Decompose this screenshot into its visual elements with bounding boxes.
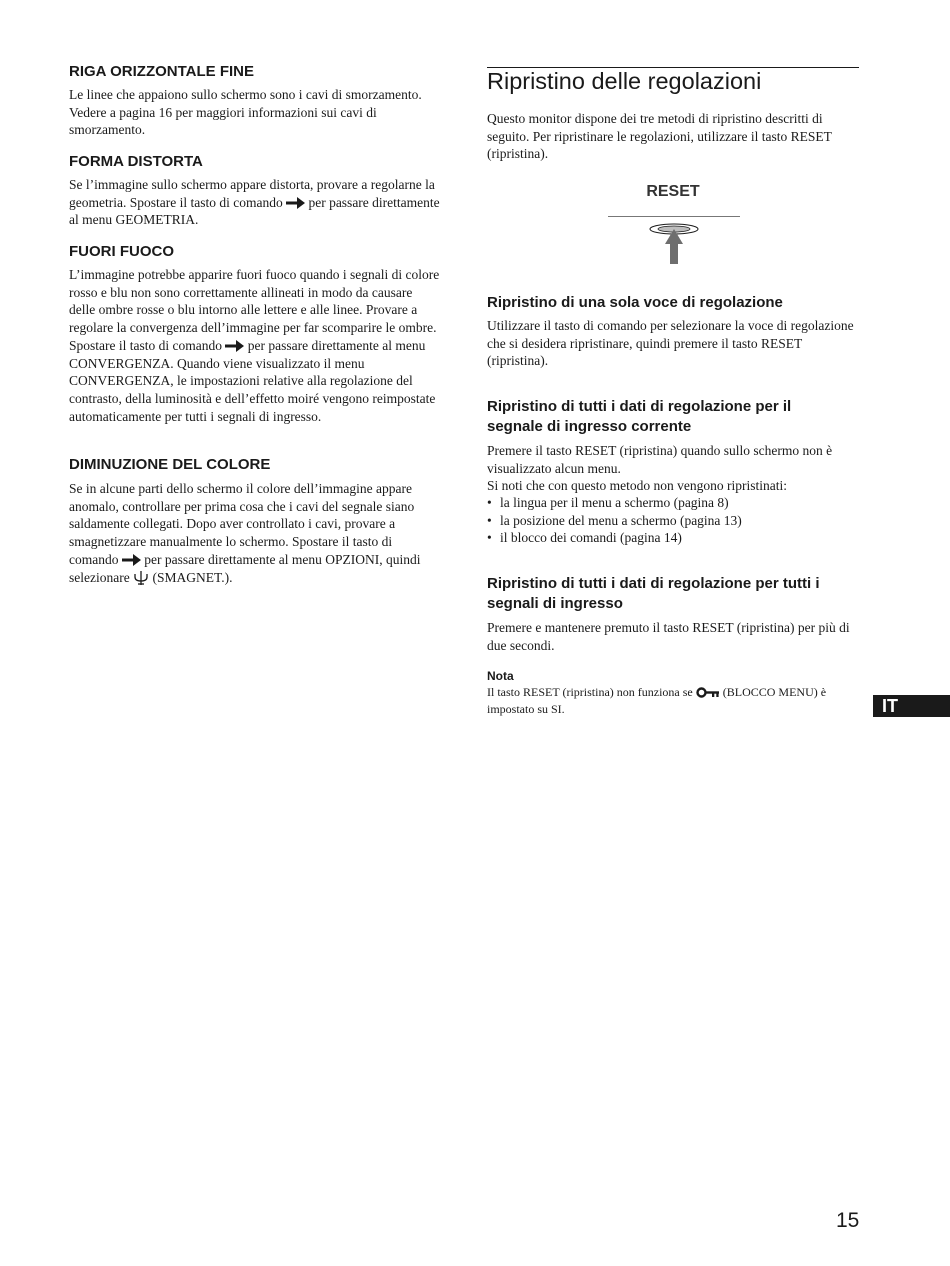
reset-label: RESET (646, 183, 700, 200)
riga-heading: RIGA ORIZZONTALE FINE (69, 63, 254, 80)
nota-label: Nota (487, 669, 514, 683)
nota-text (487, 684, 859, 718)
colore-text-c: (SMAGNET.). (152, 569, 233, 585)
control-arrow-icon (225, 340, 244, 352)
page-number: 15 (836, 1209, 860, 1232)
forma-heading: FORMA DISTORTA (69, 153, 203, 170)
all-text: Premere e mantenere premuto il tasto RESET (ripristina) per più di due secondi. (487, 620, 850, 653)
riga-text: Le linee che appaiono sullo schermo sono i cavi di smorzamento. Vedere a pagina 16 per maggiori informazioni sui cavi di smorzamento. (69, 87, 422, 138)
nota-text-a: Il tasto RESET (ripristina) non funziona se (487, 685, 693, 699)
intro-text: Questo monitor dispone dei tre metodi di ripristino descritti di seguito. Per ripristinare le regolazioni, utilizzare il tasto RESET (ripristina). (487, 111, 832, 162)
all-heading-1: Ripristino di tutti i dati di regolazione per tutti i (487, 575, 820, 592)
fuoco-heading: FUORI FUOCO (69, 243, 174, 260)
colore-text-a: Se in alcune parti dello schermo il colore dell’immagine appare anomalo, controllare per prima cosa che i cavi del segnale siano saldamente collegati. Dopo aver controllato i cavi, provare a smagnetizzare manualmente lo schermo. Spostare il tasto di comando (69, 481, 415, 567)
colore-text (69, 480, 441, 586)
language-tab: IT (873, 695, 950, 717)
key-lock-icon (696, 687, 720, 698)
not-reset-list (487, 494, 859, 547)
control-arrow-icon (122, 554, 141, 566)
fuoco-text-b: per passare direttamente al menu CONVERGENZA. Quando viene visualizzato il menu CONVERGENZA, le impostazioni relative alla regolazione del contrasto, della luminosità e dell’effetto moiré vengono reimpostate automaticamente per tutti i segnali di ingresso. (69, 337, 436, 424)
reset-rule (608, 216, 740, 217)
all-heading-2: segnali di ingresso (487, 595, 623, 612)
list-item: • la posizione del menu a schermo (pagina 13) (487, 512, 859, 530)
single-text: Utilizzare il tasto di comando per selezionare la voce di regolazione che si desidera ripristinare, quindi premere il tasto RESET (ripristina). (487, 318, 854, 369)
degauss-icon (133, 571, 149, 585)
forma-text-a: Se l’immagine sullo schermo appare distorta, provare a regolarne la geometria. Spostare il tasto di comando (69, 177, 435, 210)
fuoco-text-a: L’immagine potrebbe apparire fuori fuoco quando i segnali di colore rosso e blu non sono correttamente allineati in modo da causare delle ombre rosse o blu intorno alle lettere e alle linee. Provare a regolare la convergenza dell’immagine per far scomparire le ombre. Spostare il tasto di comando (69, 267, 440, 353)
forma-text (69, 176, 441, 229)
list-item: • la lingua per il menu a schermo (pagina 8) (487, 494, 859, 512)
page-title: Ripristino delle regolazioni (487, 68, 762, 94)
control-arrow-icon (286, 197, 305, 209)
current-heading-2: segnale di ingresso corrente (487, 418, 692, 435)
forma-text-b: per passare direttamente al menu GEOMETRIA. (69, 194, 440, 228)
current-text-1: Premere il tasto RESET (ripristina) quando sullo schermo non è visualizzato alcun menu. (487, 443, 833, 476)
nota-text-b: (BLOCCO MENU) è impostato su SI. (487, 685, 827, 716)
single-heading: Ripristino di una sola voce di regolazione (487, 294, 783, 311)
colore-text-b: per passare direttamente al menu OPZIONI, quindi selezionare (69, 551, 421, 585)
current-heading-1: Ripristino di tutti i dati di regolazione per il (487, 398, 792, 415)
colore-heading: DIMINUZIONE DEL COLORE (69, 456, 271, 473)
current-text-2: Si noti che con questo metodo non vengono ripristinati: (487, 478, 787, 493)
reset-button-icon (645, 222, 703, 266)
list-item: • il blocco dei comandi (pagina 14) (487, 529, 859, 547)
fuoco-text (69, 266, 441, 425)
